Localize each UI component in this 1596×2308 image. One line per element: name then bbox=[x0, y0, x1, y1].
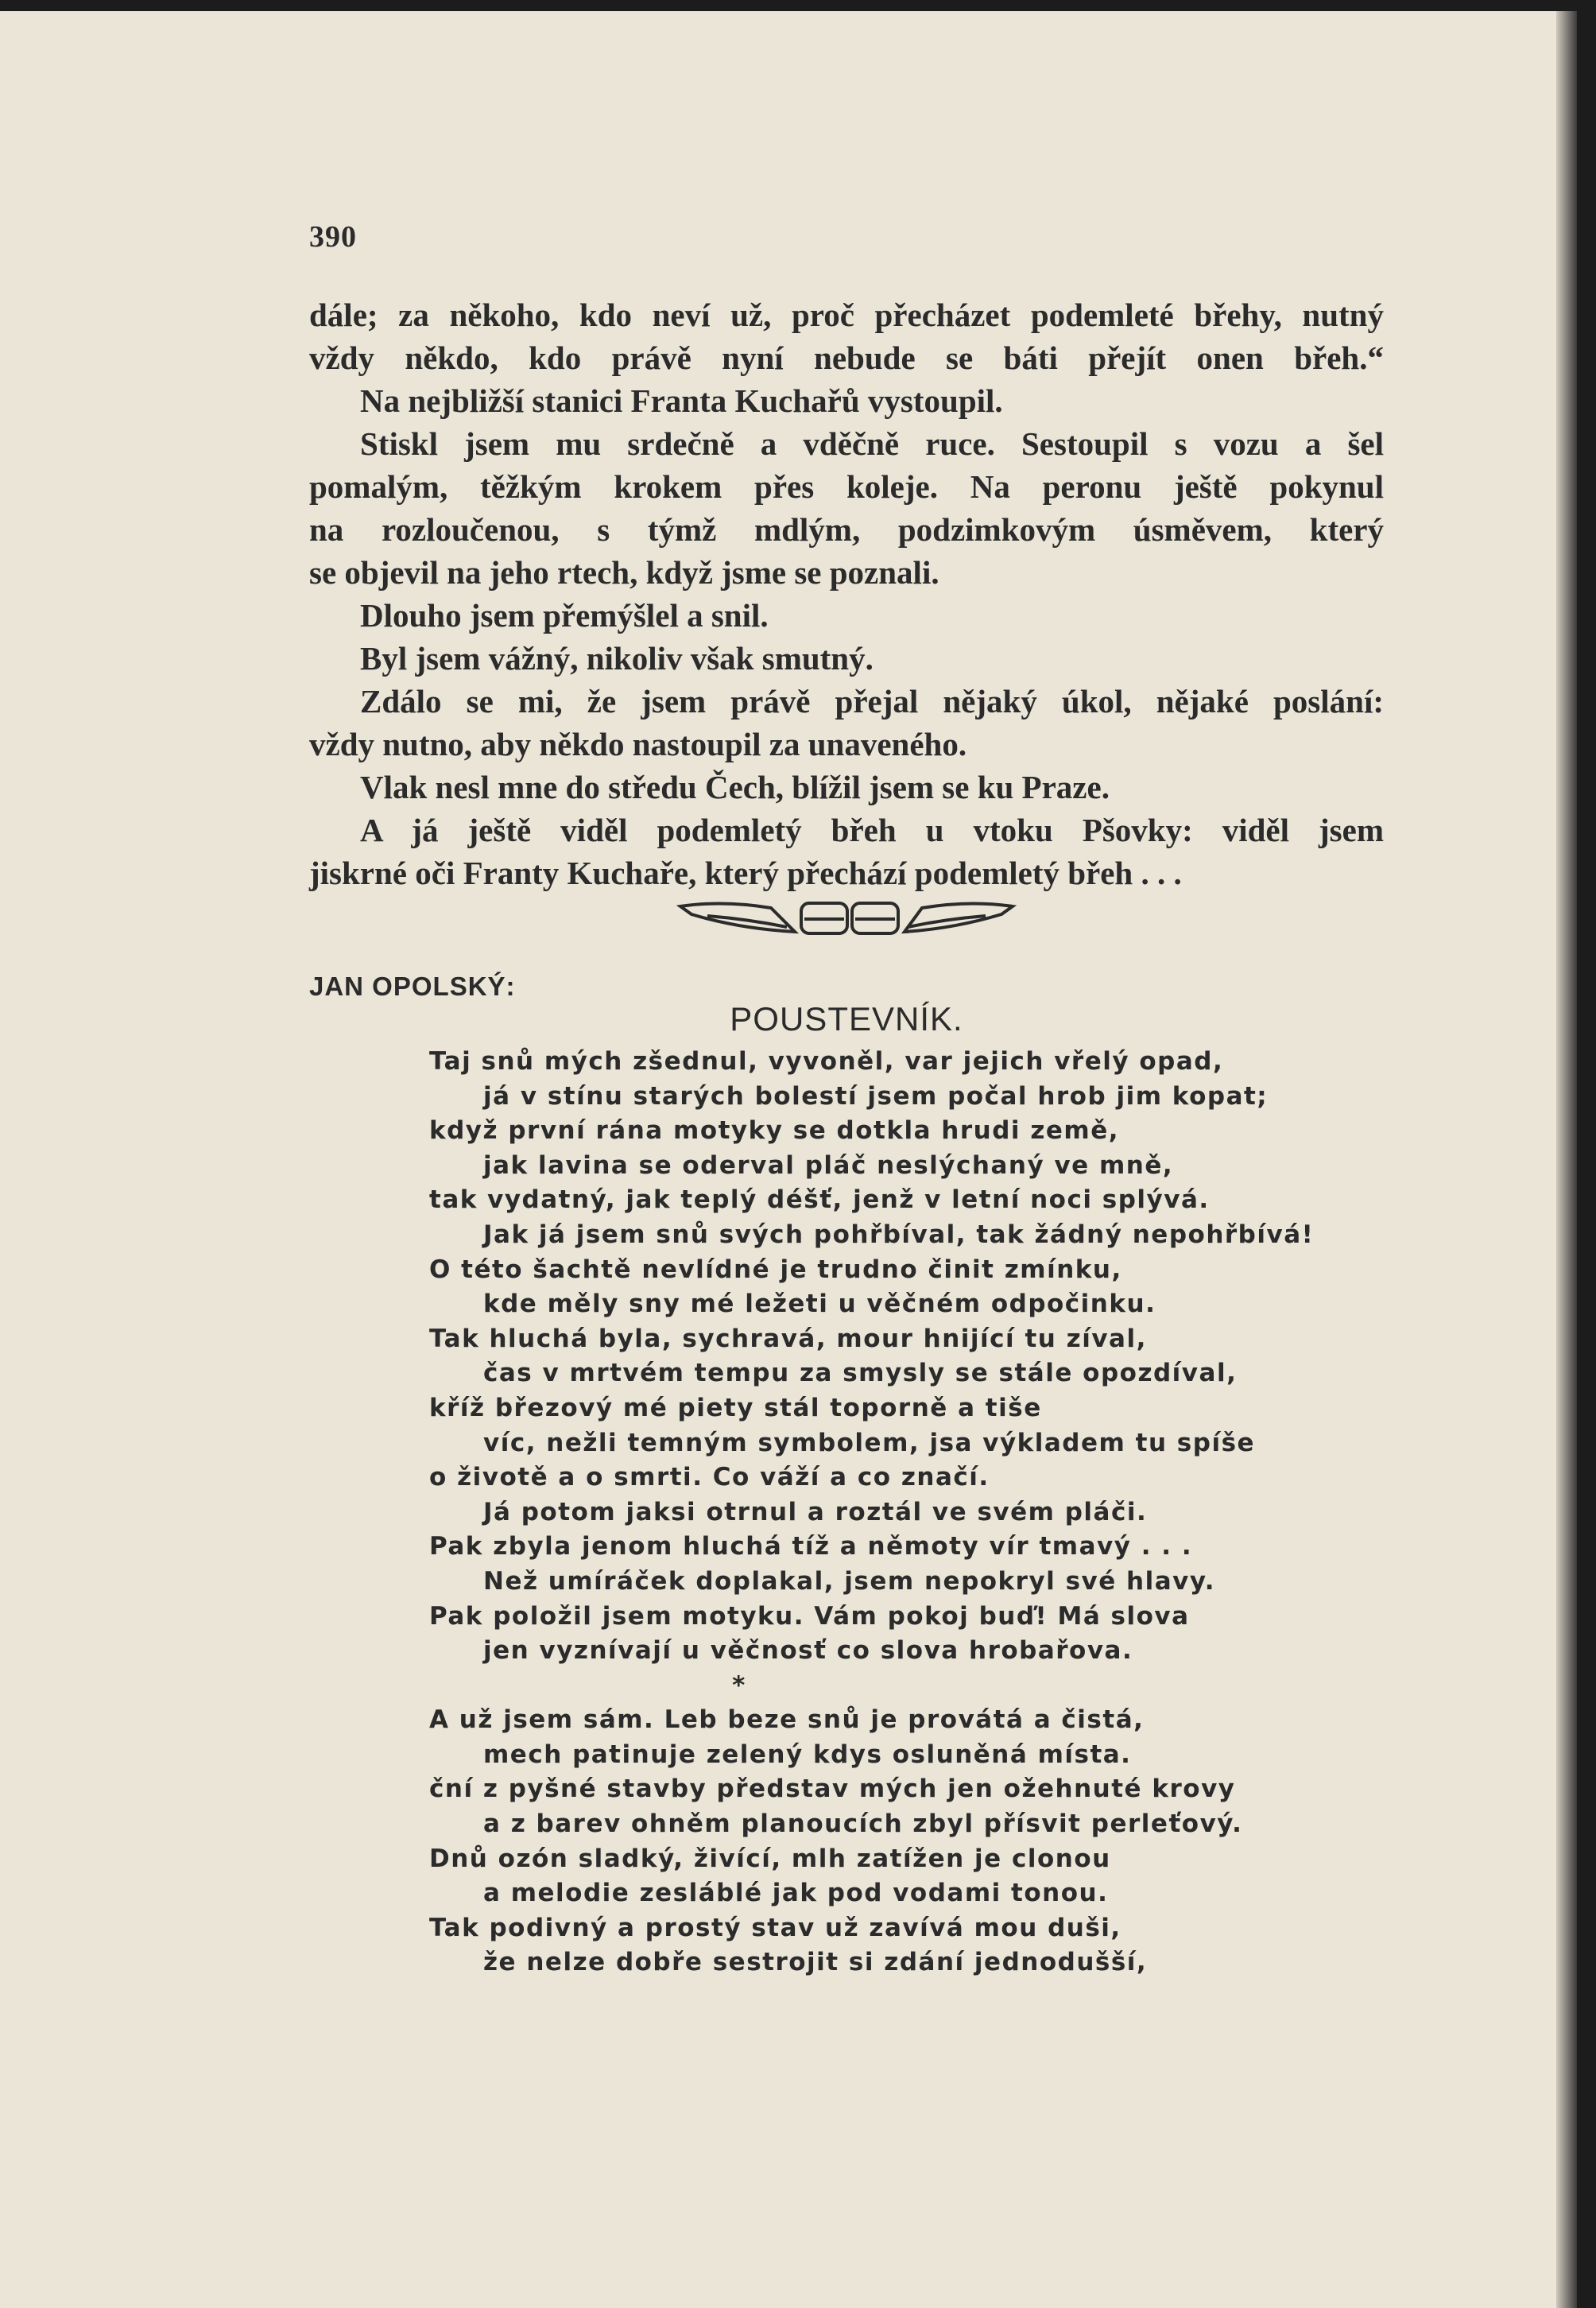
prose-line: vždy nutno, aby někdo nastoupil za unaveného. bbox=[309, 726, 967, 762]
poem-line: já v stínu starých bolestí jsem počal hrob jim kopat; bbox=[483, 1081, 1269, 1111]
poem-line: mech patinuje zelený kdys osluněná místa. bbox=[483, 1740, 1132, 1769]
book-page bbox=[0, 11, 1577, 2308]
prose-line: Byl jsem vážný, nikoliv však smutný. bbox=[360, 640, 874, 677]
poem-line: víc, nežli temným symbolem, jsa výkladem tu spíše bbox=[483, 1428, 1256, 1457]
poem-line: Jak já jsem snů svých pohřbíval, tak žádný nepohřbívá! bbox=[483, 1220, 1315, 1249]
poem-title: POUSTEVNÍK. bbox=[730, 1000, 963, 1038]
ornament-divider-icon bbox=[676, 895, 1017, 941]
poem-line: tak vydatný, jak teplý déšť, jenž v letní noci splývá. bbox=[429, 1185, 1210, 1215]
prose-line: Zdálo se mi, že jsem právě přejal nějaký úkol, nějaké poslání: bbox=[360, 683, 1384, 720]
page-edge-shadow bbox=[1556, 11, 1577, 2308]
poem-line: jak lavina se oderval pláč neslýchaný ve mně, bbox=[483, 1150, 1174, 1180]
poem-line: Tak hluchá byla, sychravá, mour hnijící tu zíval, bbox=[429, 1324, 1147, 1353]
prose-line: Stiskl jsem mu srdečně a vděčně ruce. Sestoupil s vozu a šel bbox=[360, 425, 1384, 462]
poem-line: když první rána motyky se dotkla hrudi země, bbox=[429, 1116, 1119, 1146]
prose-line: dále; za někoho, kdo neví už, proč přecházet podemleté břehy, nutný bbox=[309, 297, 1384, 333]
prose-line: pomalým, těžkým krokem přes koleje. Na peronu ještě pokynul bbox=[309, 468, 1384, 505]
poem-line: čas v mrtvém tempu za smysly se stále opozdíval, bbox=[483, 1359, 1238, 1388]
poem-line: o životě a o smrti. Co váží a co značí. bbox=[429, 1463, 990, 1492]
poem-line: Dnů ozón sladký, živící, mlh zatížen je clonou bbox=[429, 1844, 1111, 1873]
poem-line: Pak zbyla jenom hluchá tíž a němoty vír tmavý . . . bbox=[429, 1532, 1193, 1561]
poem-line: Tak podivný a prostý stav už zavívá mou duši, bbox=[429, 1913, 1121, 1942]
poem-line: že nelze dobře sestrojit si zdání jednodušší, bbox=[483, 1948, 1148, 1977]
poem-line: Pak položil jsem motyku. Vám pokoj buď! Má slova bbox=[429, 1601, 1190, 1631]
poem-line: Taj snů mých zšednul, vyvoněl, var jejich vřelý opad, bbox=[429, 1047, 1224, 1076]
prose-line: se objevil na jeho rtech, když jsme se poznali. bbox=[309, 554, 939, 591]
poem-line: Než umíráček doplakal, jsem nepokryl své hlavy. bbox=[483, 1566, 1216, 1596]
poem-line: ční z pyšné stavby představ mých jen ožehnuté krovy bbox=[429, 1775, 1236, 1804]
poem-text bbox=[429, 1045, 1415, 1980]
prose-line: na rozloučenou, s týmž mdlým, podzimkovým úsměvem, který bbox=[309, 511, 1384, 548]
prose-line: A já ještě viděl podemletý břeh u vtoku Pšovky: viděl jsem bbox=[360, 812, 1384, 848]
prose-line: Na nejbližší stanici Franta Kuchařů vystoupil. bbox=[360, 382, 1003, 419]
prose-line: Dlouho jsem přemýšlel a snil. bbox=[360, 597, 769, 634]
poem-line: Já potom jaksi otrnul a roztál ve svém pláči. bbox=[483, 1497, 1148, 1526]
poem-line: kříž březový mé piety stál toporně a tiše bbox=[429, 1393, 1042, 1422]
author-name: JAN OPOLSKÝ: bbox=[309, 972, 516, 1001]
stanza-separator: * bbox=[732, 1670, 746, 1700]
prose-text bbox=[309, 293, 1384, 894]
page-number: 390 bbox=[309, 220, 357, 254]
poem-line: jen vyznívají u věčnosť co slova hrobařova. bbox=[483, 1636, 1133, 1666]
prose-line: jiskrné oči Franty Kuchaře, který přechází podemletý břeh . . . bbox=[309, 855, 1182, 891]
poem-line: a z barev ohněm planoucích zbyl přísvit perleťový. bbox=[483, 1810, 1243, 1839]
poem-line: O této šachtě nevlídné je trudno činit zmínku, bbox=[429, 1255, 1122, 1284]
prose-line: vždy někdo, kdo právě nyní nebude se báti přejít onen břeh.“ bbox=[309, 339, 1384, 376]
poem-line: kde měly sny mé ležeti u věčném odpočinku. bbox=[483, 1290, 1156, 1319]
poem-line: A už jsem sám. Leb beze snů je provátá a čistá, bbox=[429, 1705, 1145, 1735]
prose-line: Vlak nesl mne do středu Čech, blížil jsem se ku Praze. bbox=[360, 769, 1110, 805]
poem-line: a melodie zesláblé jak pod vodami tonou. bbox=[483, 1879, 1109, 1908]
